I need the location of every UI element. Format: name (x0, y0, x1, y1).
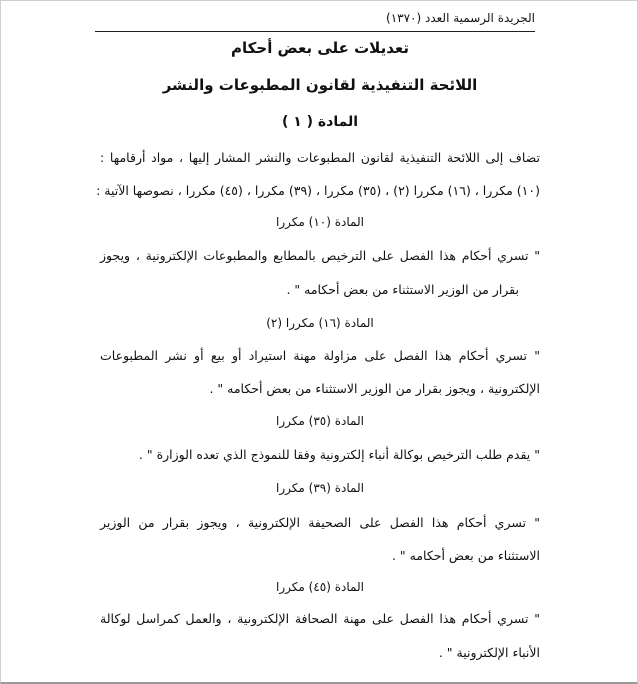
sub-article-heading: المادة (٣٥) مكررا (276, 414, 364, 428)
article-text-line: " تسري أحكام هذا الفصل على مهنة الصحافة الإلكترونية ، والعمل كمراسل لوكالة (100, 611, 540, 626)
sub-article-heading: المادة (١٦) مكررا (٢) (266, 316, 374, 330)
document-subtitle: اللائحة التنفيذية لقانون المطبوعات والنشر (162, 76, 478, 94)
article-heading: المادة ( ١ ) (281, 114, 359, 130)
article-text-line: " يقدم طلب الترخيص بوكالة أنباء إلكترونية وفقا للنموذج الذي تعده الوزارة " . (138, 447, 540, 462)
running-header: الجريدة الرسمية العدد (١٣٧٠) (95, 9, 535, 32)
sub-article-heading: المادة (٣٩) مكررا (276, 481, 364, 495)
intro-line-2: (١٠) مكررا ، (١٦) مكررا (٢) ، (٣٥) مكررا ، (٣٩) مكررا ، (٤٥) مكررا ، نصوصها الآتية : (96, 183, 540, 198)
intro-line-1: تضاف إلى اللائحة التنفيذية لقانون المطبوعات والنشر المشار إليها ، مواد أرقامها : (100, 150, 540, 165)
article-text-line: بقرار من الوزير الاستثناء من بعض أحكامه " . (286, 282, 519, 297)
article-text-line: " تسري أحكام هذا الفصل على مزاولة مهنة استيراد أو بيع أو نشر المطبوعات (100, 348, 540, 363)
document-title: تعديلات على بعض أحكام (231, 39, 409, 57)
article-text-line: الأنباء الإلكترونية " . (438, 645, 540, 660)
article-text-line: الاستثناء من بعض أحكامه " . (391, 548, 540, 563)
article-text-line: الإلكترونية ، ويجوز بقرار من الوزير الاستثناء من بعض أحكامه " . (209, 381, 540, 396)
sub-article-heading: المادة (١٠) مكررا (276, 215, 364, 229)
article-text-line: " تسري أحكام هذا الفصل على الصحيفة الإلكترونية ، ويجوز بقرار من الوزير (100, 515, 540, 530)
sub-article-heading: المادة (٤٥) مكررا (276, 580, 364, 594)
article-text-line: " تسري أحكام هذا الفصل على الترخيص بالمطابع والمطبوعات الإلكترونية ، ويجوز (100, 248, 540, 263)
